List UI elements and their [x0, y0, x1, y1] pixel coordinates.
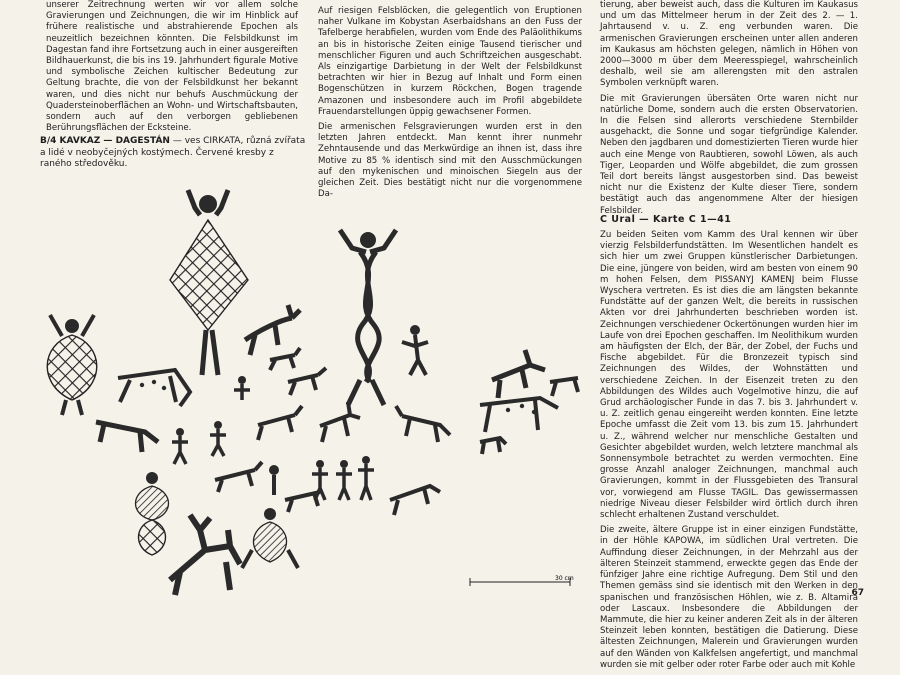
section-title: C Ural — Karte C 1—41 — [600, 214, 732, 225]
caption-text: — ves CIRKATA, různá zvířata a lidé v neobyčejných kostýmech. Červené kresby z raného středověku. — [40, 136, 306, 169]
animal-center-2 — [320, 402, 360, 442]
animal-dotted — [118, 370, 190, 406]
small-animal-row — [215, 462, 320, 512]
person-right-1 — [402, 325, 428, 375]
page-number: 67 — [851, 588, 864, 598]
text-column-3 — [600, 0, 858, 221]
paragraph: Zu beiden Seiten vom Kamm des Ural kennen wir über vierzig Felsbilderfundstätten. Im Wesentlichen handelt es sich hier um zwei Gruppen künstlerischer Darbietungen. Die eine, jüngere von beiden, wird am besten von einem 90 m hohen Felsen, dem PISSANYJ KAMENJ beim Flusse Wyschera vertreten. Es ist dies die am längsten bekannte Fundstätte auf der ganzen Welt, die bereits in russischen Akten vor drei Jahrhunderten beschrieben worden ist. Zeichnungen verschiedener Ockertönungen wurden hier im Laufe von drei Epochen geschaffen. Im Neolithikum wurden am häufigsten der Elch, der Bär, der Zobel, der Fuchs und Fische abgebildet. Für die Bronzezeit typisch sind Zeichnungen des Wildes, der Wohnstätten und verschiedene Zeichen. In der Eisenzeit treten zu den Abbildungen des Wildes auch Vogelmotive hinzu, die auf Grud archäologischer Funde in das 7. bis 3. Jahrhundert v. u. Z. zeitlich genau eingereiht werden konnten. Eine letzte Epoche umfasst die Zeit vom 13. bis zum 15. Jahrhundert u. Z., während welcher nur menschliche Gestalten und Gesichter abgebildet wurden, welch letztere manchmal als Sonnensymbole betrachtet zu werden vermochten. Eine grosse Anzahl analoger Zeichnungen, manchmal auch Gravierungen, kommt in der Flussgebieten des Transural vor, vorwiegend am Flusse TAGIL. Das gewissermassen niedrige Niveau dieser Felsbilder wird örtlich durch ihren schlecht erhaltenen Zustand verschuldet. — [600, 230, 858, 521]
text-column-3b — [600, 230, 858, 675]
dancing-people — [269, 456, 374, 500]
twisted-figure — [340, 230, 396, 405]
hatched-figure-bottom-left — [136, 472, 169, 555]
scale-bar — [470, 575, 574, 586]
paragraph: Die armenischen Felsgravierungen wurden erst in den letzten Jahren entdeckt. Man kennt ihrer nunmehr Zehntausende und das Merkwürdige an ihnen ist, dass ihre Motive zu 85 % identisch sind mit den Ausschmückungen auf den mykenischen und minoischen Siegeln aus der gleichen Zeit. Dies bestätigt nicht nur die vorgenommene Da- — [318, 122, 582, 200]
deer-large — [170, 515, 240, 595]
hatched-figure-left — [47, 315, 97, 415]
small-people-group — [172, 376, 250, 464]
animal-dotted-right — [480, 398, 558, 432]
paragraph: tierung, aber beweist auch, dass die Kulturen im Kaukasus und um das Mittelmeer herum in der Zeit des 2. — 1. Jahrtausend v. u. Z. eng verbunden waren. Die armenischen Gravierungen erscheinen unter allen anderen im Kaukasus am höchsten gelegen, nämlich in Höhen von 2000—3000 m über dem Meeresspiegel, wahrscheinlich deshalb, weil sie am allerengsten mit den astralen Symbolen verknüpft waren. — [600, 0, 858, 89]
animal-bottom-right — [390, 486, 440, 515]
scale-label: 30 cm — [555, 575, 574, 582]
grid-figure-large — [170, 190, 248, 375]
paragraph: Die zweite, ältere Gruppe ist in einer einzigen Fundstätte, in der Höhle KAPOWA, im südlichen Ural vertreten. Die Auffindung dieser Zeichnungen, in der Mehrzahl aus der älteren Steinzeit stammend, erweckte gegen das Ende der fünfziger Jahre eine richtige Aufregung. Dem Stil und den Themen gemäss sind sie identisch mit den Werken in den spanischen und französischen Höhlen, wie z. B. Altamira oder Lascaux. Insbesondere die Abbildungen der Mammute, die hier zu keiner anderen Zeit als in der älteren Steinzeit leben konnten, bestätigen die Datierung. Diese ältesten Zeichnungen, Malerein und Gravierungen wurden auf den Wänden von Kalkfelsen angefertigt, und manchmal wurden sie mit gelber oder roter Farbe oder auch mit Kohle — [600, 525, 858, 670]
animal-small-right — [480, 438, 506, 454]
animal-small-1 — [270, 348, 300, 370]
figure-caption — [40, 136, 308, 171]
animal-goat-right — [492, 350, 545, 398]
caption-label: B/4 KAVKAZ — DAGESTÁN — [40, 136, 170, 146]
animal-small-2 — [288, 368, 326, 395]
animal-center-1 — [258, 406, 302, 440]
animal-center-3 — [396, 406, 450, 442]
paragraph: Auf riesigen Felsblöcken, die gelegentlich von Eruptionen naher Vulkane im Kobystan Aserbaidshans an den Fuss der Tafelberge herabfielen, wurden vom Ende des Paläolithikums an bis in historische Zeiten einige Tausend tierischer und menschlicher Figuren und auch Schriftzeichen ausgeschabt. Als einzigartige Darbietung in der Welt der Felsbildkunst betrachten wir hier in Bezug auf Inhalt und Form einen Bogenschützen in kurzem Röckchen, Bogen tragende Amazonen und insbesondere auch im Profil abgebildete Frauendarstellungen üppig gewachsener Formen. — [318, 6, 582, 117]
paragraph: unserer Zeitrechnung werten wir vor allem solche Gravierungen und Zeichnungen, die wir im Hinblick auf frühere realistische und abstrahierende Epochen als neuzeitlich bezeichnen könnten. Die Felsbildkunst im Dagestan fand ihre Fortsetzung auch in einer ausgereiften Bildhauerkunst, die bis ins 19. Jahrhundert figurale Motive und symbolische Zeichen kultischer Bedeutung zur Geltung brachte, die von der Felsbildkunst her bekannt waren, und dies nicht nur behufs Auschmückung der Quadersteinoberflächen an Wohn- und Wirtschaftsbauten, sondern auch auf den verborgen gebliebenen Berührungsflächen der Ecksteine. — [46, 0, 298, 134]
hatched-figure-bottom-center — [242, 508, 298, 568]
paragraph: Die mit Gravierungen übersäten Orte waren nicht nur natürliche Dome, sondern auch die ersten Observatorien. In die Felsen sind allerorts verschiedene Sternbilder ausgehackt, die Sonne und sogar tiefgründige Kalender. Neben den jagdbaren und domestizierten Tieren wurde hier auch eine Menge von Raubtieren, sowohl Löwen, als auch Tiger, Leoparden und Wölfe abgebildet, die zum grossen Teil dort bereits längst ausgestorben sind. Das beweist nicht nur die Existenz der Kulte dieser Tiere, sondern bestätigt auch das angenommene Alter der hiesigen Felsbilder. — [600, 93, 858, 216]
text-column-1 — [46, 0, 298, 138]
animal-goat-top — [245, 305, 300, 355]
rock-art-illustration — [30, 170, 590, 600]
animal-right-mid — [550, 378, 578, 396]
animal-middle-left — [96, 422, 158, 452]
